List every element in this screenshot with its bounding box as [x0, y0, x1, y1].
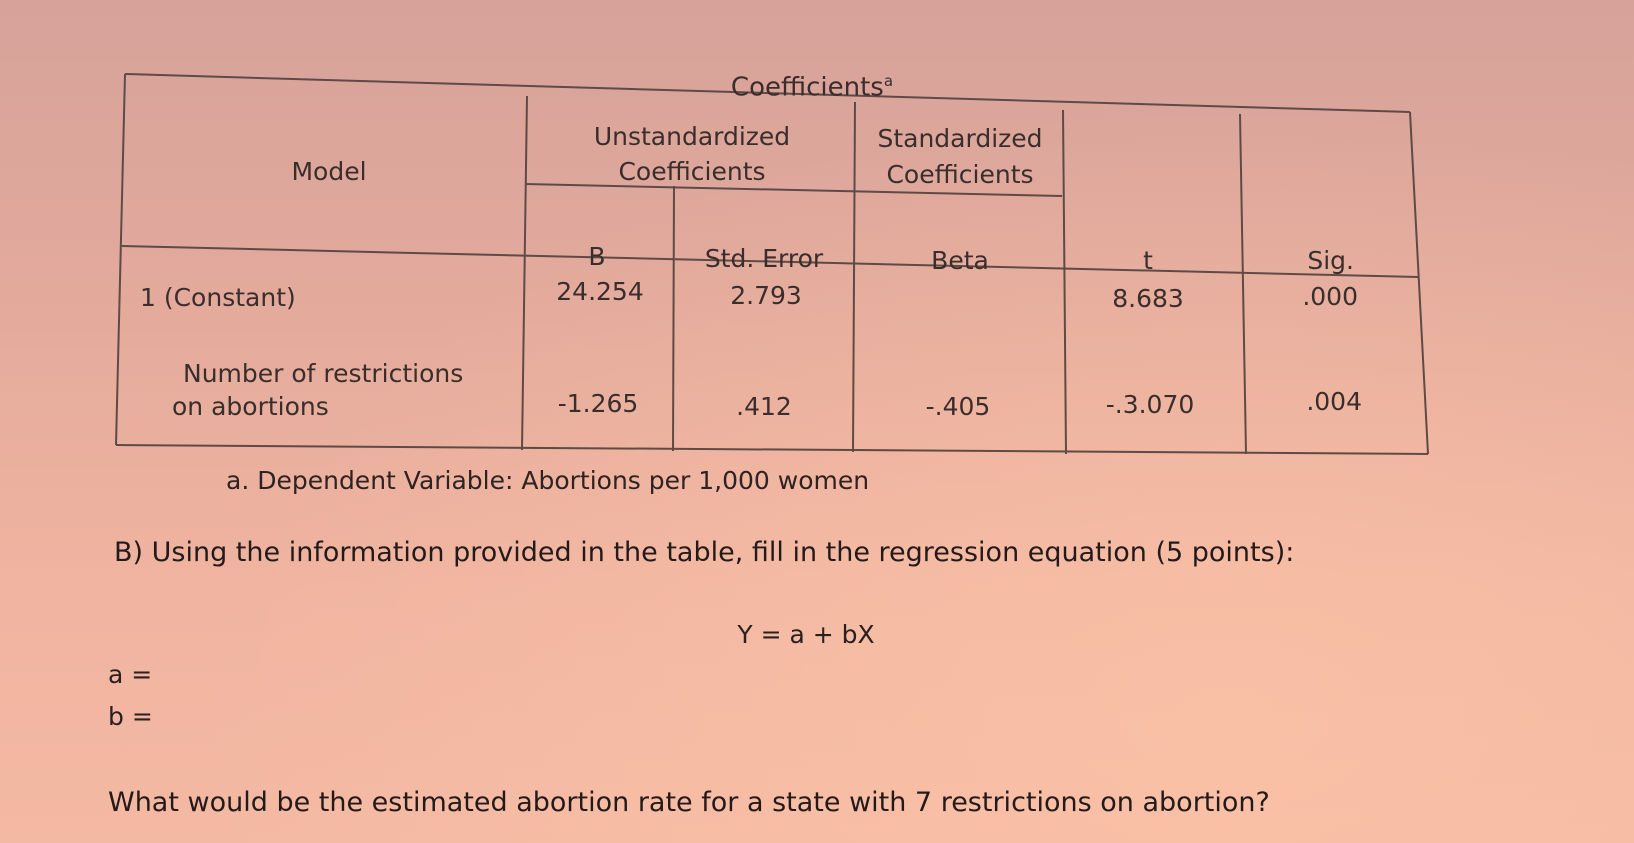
- divider-stderr: [853, 102, 855, 452]
- row2-t: -.3.070: [1105, 390, 1195, 419]
- header-std-error: Std. Error: [704, 244, 824, 273]
- row1-model: 1 (Constant): [140, 283, 296, 312]
- row2-model-line2: on abortions: [172, 392, 329, 421]
- row2-std-error: .412: [736, 392, 792, 421]
- header-model: Model: [291, 157, 367, 186]
- divider-t: [1240, 114, 1246, 454]
- row2-beta: -.405: [925, 392, 991, 421]
- table-bottom-border: [116, 445, 1428, 454]
- table-right-border: [1410, 112, 1428, 454]
- row1-b: 24.254: [556, 277, 644, 306]
- table-title: Coefficients$^a$: [730, 72, 894, 103]
- header-t: t: [1143, 246, 1153, 275]
- row1-std-error: 2.793: [730, 281, 802, 310]
- divider-model: [522, 96, 527, 450]
- b-label: b =: [108, 702, 153, 731]
- header-b: B: [588, 242, 606, 271]
- row2-b: -1.265: [557, 389, 639, 418]
- question-c-prompt: What would be the estimated abortion rate for a state with 7 restrictions on abortion?: [108, 787, 1270, 818]
- header-unstandardized-line1: Unstandardized: [593, 122, 791, 151]
- row1-t: 8.683: [1112, 284, 1184, 313]
- header-beta: Beta: [931, 246, 989, 275]
- a-label: a =: [108, 660, 153, 689]
- table-left-border: [116, 74, 125, 445]
- header-sig: Sig.: [1307, 246, 1354, 275]
- row2-sig: .004: [1306, 387, 1362, 416]
- table-footnote: a. Dependent Variable: Abortions per 1,000 women: [226, 466, 870, 495]
- row2-model-line1: Number of restrictions: [183, 359, 464, 388]
- header-standardized-line2: Coefficients: [886, 160, 1034, 189]
- divider-b: [673, 186, 674, 451]
- header-standardized-line1: Standardized: [877, 124, 1043, 153]
- regression-equation: Y = a + bX: [737, 620, 875, 649]
- header-unstandardized-line2: Coefficients: [618, 157, 766, 186]
- question-b-prompt: B) Using the information provided in the table, fill in the regression equation (5 points):: [114, 537, 1295, 568]
- row1-sig: .000: [1302, 282, 1358, 311]
- divider-beta: [1063, 110, 1066, 454]
